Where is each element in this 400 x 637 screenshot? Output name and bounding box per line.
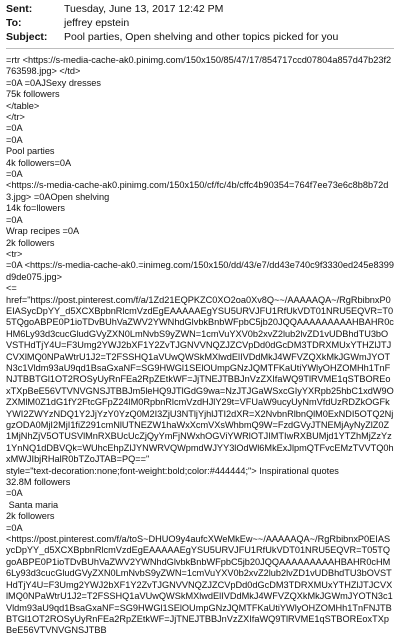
sent-row: [6, 2, 394, 16]
subject-row: [6, 30, 394, 44]
subject-label: Subject:: [6, 31, 48, 43]
body-line: 2k followers: [6, 237, 55, 248]
body-line: Wrap recipes =0A: [6, 226, 80, 237]
body-line[interactable]: <https://s-media-cache-ak0.pinimg.com/150x150/cf/fc/4b/cffc4b90354=764f7ee73e6c8b8b72d3.jpg> =0AOpen shelving: [6, 180, 389, 202]
body-line: </tr>: [6, 112, 25, 123]
to-value: jeffrey epstein: [64, 17, 130, 29]
body-line: Pool parties: [6, 146, 55, 157]
body-line: </table>: [6, 100, 40, 111]
subject-value: Pool parties, Open shelving and other topics picked for you: [64, 31, 339, 43]
body-line: <tr>: [6, 248, 23, 259]
to-label: To:: [6, 17, 22, 29]
body-line: =0A: [6, 214, 23, 225]
body-line: 2k followers: [6, 511, 55, 522]
body-line[interactable]: href="https://post.pinterest.com/f/a/1Zd21EQPKZC0XO2oa0Xv8Q~~/AAAAAQA~/RgRbibnxP0EIASycDpYY_d5XCXBpbnRlcmVzdEgEAAAAAEgYSU5URVJFU1RfUkVDT01NRU5EQVR=T05TQgoABPE0P1ioTDvBUhVaZWV2YWNhdGlvbkBnbWFpbC5jb20JQQAAAAAAAAAHBAHR0cHM6Ly93d3cucGludGVyZXN0LmNvbS9yZWN=1cmVuYXV0b2xvZ2lub2lvZD1vUDBhdTU3bOVSTHdTjY4U=F3Umg2YWJ2bXF1Y2ZvTJGNVVNQZJZCVpDd0dGcDM3TDRXMUxYTHZlJTJCVXlMQ0NPaWtrU1J2=T2FSSHQ1aVUwQWSkMXlwdElIVDdMkJ4WFVZQXkMkJGWmJYOTN3c1Vldm93aU9qd1BsaGxaNF=SG9HWGl1SElOUmpGNzJQMTFKaUtiYWlyOHZOMHh1TnFNJTBBTGl1OT2ROSyUyRnFEa2RpZEtkWF=JjTNEJTBBJnVzZXIfaWQ9TlRVME1qSTBOREoxTXpBeE56VTVNVGNSJTBBJm5leHQ9JTlGdG9wa=NzJTJGaWSxcGIyYXRpb25hbC1xdW9OZXMlM0Z1dG1fY2FtcGFpZ24lM0RpbnRlcmVzdHJlY29t=VFUaW9ucyUyNmVfdUzRDZkOGFkYWI2ZWYzNDQ1Y2JjYzY0YzQ0M2I3ZjU3NTljYjhlJTI2dXR=X2NvbnRlbnQlM0ExNDI5OTQ2NjgzODA0MjI2MjI1fiZ291cmNlUTNEZW1haWxXcmVXsWhbmQ9W=FzdGVyJTNEMjAyNyZlZ0Z1MjNhZjV5OTUSVlMnRXBUcUcZjQyYmFjNWxhOGViYWRlOTJIMTIwRXBUMjd1YTZhMjZzYz1YnNQ1dDBVQk=WUhcEhpZlJYNWRVQWpmdWJYY3lOdWl6MkExJlpmQTFvcEMzTVVTQ0hxMWJIbjRHalR0bTZoJTAB=PQ==": [6, 294, 394, 465]
body-line: =0A: [6, 522, 23, 533]
to-row: [6, 16, 394, 30]
body-line: <=: [6, 283, 17, 294]
body-line: =0A: [6, 169, 23, 180]
body-line: Santa maria: [6, 499, 59, 510]
body-line: =0A: [6, 488, 23, 499]
body-line: =0A: [6, 134, 23, 145]
body-line: style="text-decoration:none;font-weight:bold;color:#444444;"> Inspirational quotes: [6, 465, 339, 476]
body-line: =0A: [6, 123, 23, 134]
body-line: 75k followers: [6, 89, 60, 100]
body-line: 32.8M followers: [6, 477, 71, 488]
email-header: [0, 0, 400, 48]
body-line[interactable]: =rtr <https://s-media-cache-ak0.pinimg.com/150x150/85/47/17/854717ccd07804a857d47b23f2763598.jpg> </td>: [6, 55, 392, 77]
body-line[interactable]: =0A <https://s-media-cache-ak0.=inimeg.com/150x150/dd/43/e7/dd43e740c9f3330ed245e8399d9de075.jpg>: [6, 260, 394, 282]
body-line[interactable]: <https://post.pinterest.com/f/a/toS~DHUO9y4aufcXWeMkEw~~/AAAAAQA~/RgRbibnxP0EIASycDpYY_d5XCXBpbnRlcmVzdEgEAAAAAEgYSU5URVJFU1RfUkVDT01NRU5EQVR=T05TQgoABPE0P1ioTDvBUhVaZWV2YWNhdGlvbkBnbWFpbC5jb20JQQAAAAAAAAAHBAHR0cHM6Ly93d3cucGludGVyZXN0LmNvbS9yZWN=1cmVuYXV0b2xvZ2lub2lvZD1vUDBhdTU3bOVSTHdTjY4U=F3Umg2YWJ2bXF1Y2ZvTJGNVVNQZJZCVpDd0dGcDM3TDRXMUxYTHZlJTJCVXlMQ0NPaWtrU1J2=T2FSSHQ1aVUwQWSkMXlwdElIVDdMkJ4WFVZQXkMkJGWmJYOTN3c1Vldm93aU9qd1BsaGxaNF=SG9HWGl1SElOUmpGNzJQMTFKaUtiYWlyOHZOMHh1TnFNJTBBTGl1OT2ROSyUyRnFEa2RpZEtkWF=JjTNEJTBBJnVzZXIfaWQ9TlRVME1qSTBOREoxTXpBeE56VTVNVGNSJTBB: [6, 534, 393, 636]
body-line: 4k followers=0A: [6, 157, 72, 168]
sent-label: Sent:: [6, 3, 33, 15]
body-line: 14k fo=llowers: [6, 203, 65, 214]
body-line: =0A =0AJSexy dresses: [6, 77, 101, 88]
email-body: [0, 49, 400, 637]
sent-value: Tuesday, June 13, 2017 12:42 PM: [64, 3, 224, 15]
